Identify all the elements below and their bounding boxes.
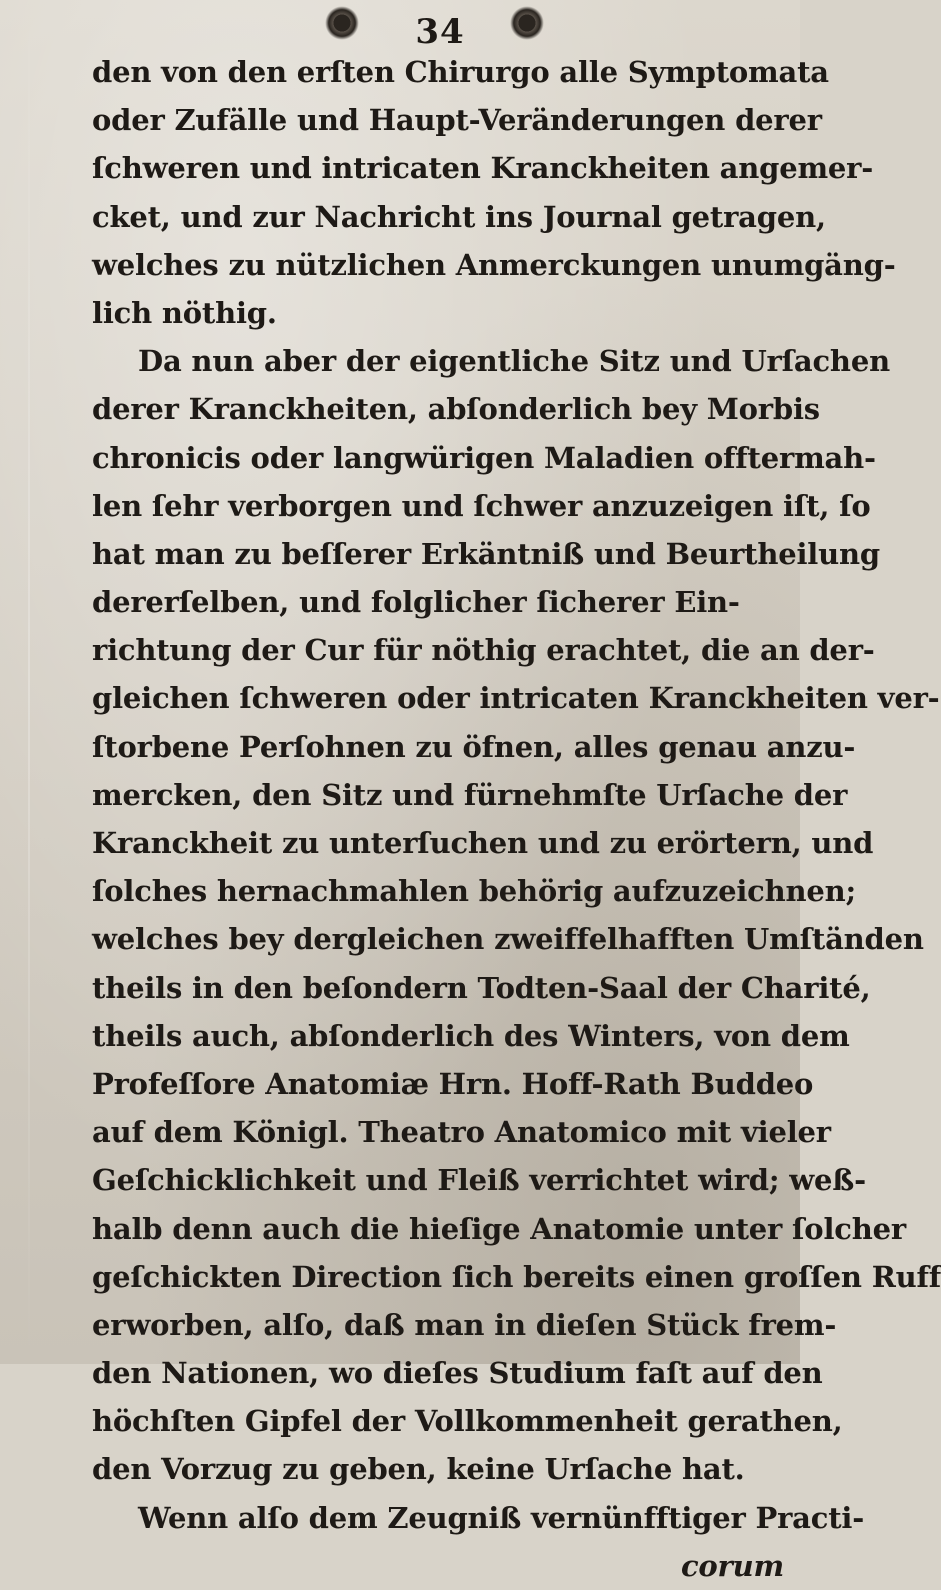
text-line: welches bey dergleichen zweiffelhafften Umſtänden [92, 922, 924, 957]
text-line: den Nationen, wo dieſes Studium faſt auf den [92, 1356, 823, 1391]
text-line: oder Zufälle und Haupt-Veränderungen derer [92, 103, 822, 138]
text-line: lich nöthig. [92, 295, 277, 330]
text-line: Profeſſore Anatomiæ Hrn. Hoff-Rath Buddeo [92, 1066, 814, 1101]
text-body [92, 48, 941, 1590]
ornament-left-icon [325, 6, 359, 40]
text-line: den von den erſten Chirurgo alle Symptomata [92, 55, 829, 89]
text-line: dererſelben, und folglicher ſicherer Ein- [92, 585, 740, 620]
text-line: ſtorbene Perſohnen zu öfnen, alles genau anzu- [92, 729, 856, 764]
text-line: den Vorzug zu geben, keine Urſache hat. [92, 1452, 745, 1487]
text-line: auf dem Königl. Theatro Anatomico mit vieler [92, 1115, 831, 1150]
text-line: Kranckheit zu unterſuchen und zu erörtern, und [92, 826, 874, 860]
text-line: theils in den beſondern Todten-Saal der Charité, [92, 970, 871, 1005]
ornament-right-icon [510, 6, 544, 40]
text-line: gleichen ſchweren oder intricaten Kranckheiten ver- [92, 681, 940, 716]
text-line: chronicis oder langwürigen Maladien offtermah- [92, 440, 876, 475]
paragraph-start-line: Da nun aber der eigentliche Sitz und Urſachen [138, 344, 890, 379]
text-line: ſolches hernachmahlen behörig aufzuzeichnen; [92, 874, 857, 909]
text-line: erworben, alſo, daß man in dieſen Stück frem- [92, 1307, 837, 1342]
text-line: halb denn auch die hieſige Anatomie unter ſolcher [92, 1211, 906, 1246]
text-line: Geſchicklichkeit und Fleiß verrichtet wird; weß- [92, 1163, 866, 1198]
text-line: richtung der Cur für nöthig erachtet, die an der- [92, 633, 875, 668]
text-line: hat man zu beſſerer Erkäntniß und Beurtheilung [92, 536, 880, 571]
text-line: höchſten Gipfel der Vollkommenheit gerathen, [92, 1404, 843, 1439]
text-line: theils auch, abſonderlich des Winters, von dem [92, 1018, 850, 1053]
text-line: welches zu nützlichen Anmerckungen unumgäng- [92, 247, 896, 282]
paper-fold [28, 0, 30, 1364]
text-line: ſchweren und intricaten Kranckheiten angemer- [92, 151, 874, 186]
text-line: derer Kranckheiten, abſonderlich bey Morbis [92, 392, 820, 427]
text-line: geſchickten Direction ſich bereits einen groſſen Ruff [92, 1259, 941, 1294]
text-line: cket, und zur Nachricht ins Journal getragen, [92, 199, 826, 234]
paragraph-start-line: Wenn alſo dem Zeugniß vernünfftiger Practi- [138, 1500, 865, 1535]
text-line: mercken, den Sitz und fürnehmſte Urſache der [92, 777, 848, 812]
text-line: len ſehr verborgen und ſchwer anzuzeigen iſt, ſo [92, 488, 871, 523]
catchword: corum [680, 1548, 784, 1583]
page-number: 34 [415, 12, 465, 52]
